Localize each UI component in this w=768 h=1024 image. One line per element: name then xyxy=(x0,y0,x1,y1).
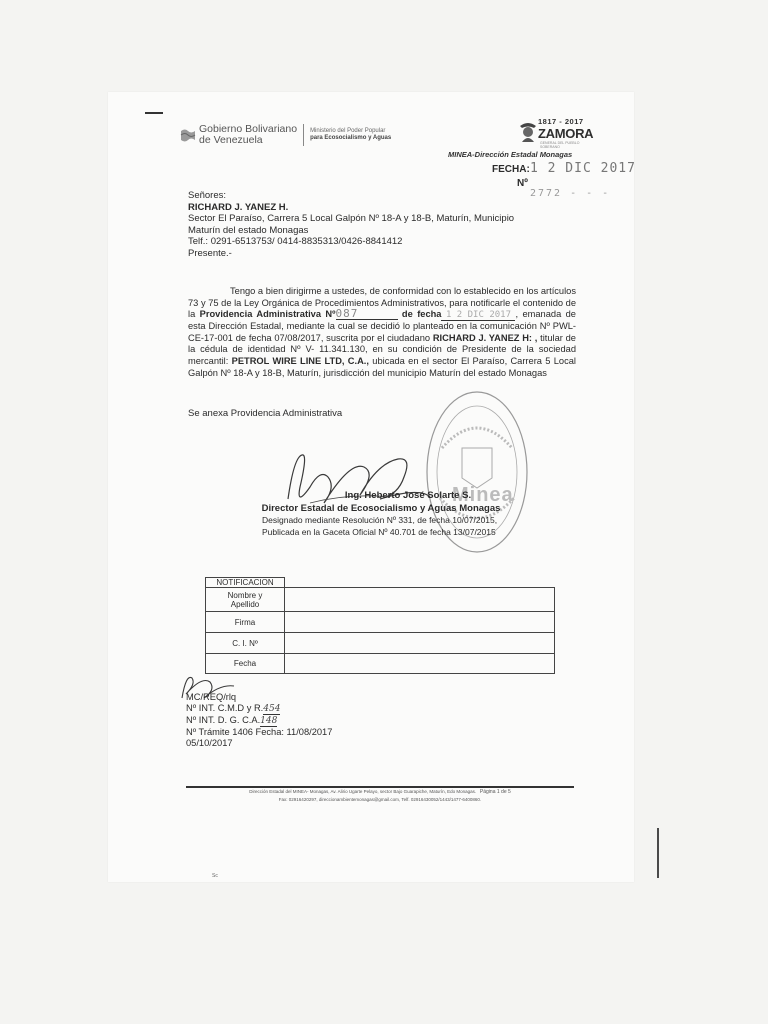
providencia-number: 087 xyxy=(336,309,398,320)
zamora-name: ZAMORA xyxy=(538,126,594,141)
flag-icon xyxy=(180,128,196,142)
reference-block xyxy=(186,692,332,749)
int-dgca-label: Nº INT. D. G. C.A. xyxy=(186,715,261,725)
corner-mark: Sc xyxy=(212,873,218,879)
greeting: Señores: xyxy=(188,190,227,201)
fecha-label: FECHA: xyxy=(492,164,530,175)
notification-table xyxy=(205,577,555,674)
issuing-unit: MINEA-Dirección Estadal Monagas xyxy=(448,150,573,159)
notification-header-blank xyxy=(285,578,555,588)
closing: Presente.- xyxy=(188,247,232,259)
footer-contact: Fax: 02916420297, direccionambientemonagas@gmail.com, Telf. 02916430052/1443/1477-6400860. xyxy=(278,797,482,802)
addressee-phones: Telf.: 0291-6513753/ 0414-8835313/0426-8841412 xyxy=(188,236,403,247)
zamora-logo xyxy=(518,116,594,149)
row-label-nombre: Nombre y Apellido xyxy=(206,588,285,612)
field-ci[interactable] xyxy=(285,633,555,654)
initials-ref: MC/REQ/rlq xyxy=(186,692,237,702)
body-paragraph xyxy=(188,286,576,379)
ref-date: 05/10/2017 xyxy=(186,738,233,748)
notification-header: NOTIFICACION xyxy=(206,578,285,588)
zamora-portrait-icon xyxy=(518,120,538,144)
body-providencia-label: Providencia Administrativa Nº xyxy=(199,309,336,320)
address-line-1: Sector El Paraíso, Carrera 5 Local Galpón Nº 18-A y 18-B, Maturín, Municipio xyxy=(188,213,515,224)
ministry-name xyxy=(310,128,391,143)
body-fecha-label: fecha xyxy=(417,309,442,320)
footer xyxy=(186,788,574,803)
field-fecha[interactable] xyxy=(285,654,555,674)
signer-gazette: Publicada en la Gaceta Oficial Nº 40.701 de fecha 13/07/2015 xyxy=(262,526,496,537)
logo-divider xyxy=(303,124,304,146)
row-label-firma: Firma xyxy=(206,612,285,633)
gov-name xyxy=(199,124,297,146)
fecha-stamp: 1 2 DIC 2017 xyxy=(530,161,636,176)
int-cmdyr-value: 454 xyxy=(263,704,281,714)
signer-block xyxy=(250,490,512,537)
scan-margin-mark xyxy=(145,112,163,114)
addressee-name: RICHARD J. YANEZ H. xyxy=(188,201,289,213)
body-text-4: ubicada en el sector El Paraíso, Carrera 5 Local Galpón Nº 18-A y 18-B, Maturín, jurisdicción del municipio Maturín del estado Monagas xyxy=(188,355,576,378)
annex-note: Se anexa Providencia Administrativa xyxy=(188,408,343,419)
body-de: de xyxy=(401,309,413,320)
field-firma[interactable] xyxy=(285,612,555,633)
ministry-line-1: Ministerio del Poder Popular xyxy=(310,127,386,134)
int-cmdyr-label: Nº INT. C.M.D y R. xyxy=(186,703,264,713)
zamora-years: 1817 - 2017 xyxy=(538,117,584,126)
gov-line-2: de Venezuela xyxy=(199,134,263,146)
ministry-line-2: para Ecosocialismo y Aguas xyxy=(310,135,392,141)
body-text-2: , emanada de esta Dirección Estadal, mediante la cual se decidió lo planteado en la comunicación Nº PWL-CE-17-001 de fecha 07/08/2017, suscrita por el ciudadano xyxy=(188,309,576,343)
gov-line-1: Gobierno Bolivariano xyxy=(199,123,298,135)
row-label-fecha: Fecha xyxy=(206,654,285,674)
body-text-1: Tengo a bien dirigirme a ustedes, de conformidad con lo establecido en los artículos 73 y 75 de la Ley Orgánica de Procedimientos Administrativos, para notificarle el contenido de la xyxy=(188,286,576,320)
providencia-date: 1 2 DIC 2017 xyxy=(441,310,515,321)
zamora-subtitle: GENERAL DEL PUEBLO SOBERANO xyxy=(540,141,580,149)
footer-address: Dirección Estadal del MINEA- Monagas, Av. Alirio Ugarte Pelayo, sector Bajo Guarapiche, Maturín, Edo Monagas. xyxy=(249,789,477,794)
page-number: Página 1 de 5 xyxy=(479,789,511,795)
numero-label: Nº xyxy=(517,178,528,189)
numero-stamp: 2772 - - - xyxy=(530,188,611,199)
tramite-ref: Nº Trámite 1406 Fecha: 11/08/2017 xyxy=(186,727,333,737)
body-text-3: titular de la cédula de identidad Nº V- 11.341.130, en su condición de Presidente de la sociedad mercantil: xyxy=(188,332,576,366)
row-label-ci: C. I. Nº xyxy=(206,633,285,654)
int-dgca-value: 148 xyxy=(260,716,278,726)
body-company-name: PETROL WIRE LINE LTD, C.A., xyxy=(231,355,369,366)
addressee-block xyxy=(188,190,588,259)
scan-edge-line xyxy=(657,828,659,878)
government-logo xyxy=(180,124,391,146)
signer-title: Director Estadal de Ecosocialismo y Aguas Monagas xyxy=(261,503,501,514)
address-line-2: Maturín del estado Monagas xyxy=(188,224,309,236)
body-citizen-name: RICHARD J. YANEZ H: , xyxy=(432,332,538,343)
signer-designation: Designado mediante Resolución Nº 331, de fecha 10/07/2015, xyxy=(262,515,498,525)
field-nombre[interactable] xyxy=(285,588,555,612)
minea-stamp: Minea xyxy=(452,484,514,506)
signer-name: Ing. Heberto José Solarte S. xyxy=(344,490,472,501)
